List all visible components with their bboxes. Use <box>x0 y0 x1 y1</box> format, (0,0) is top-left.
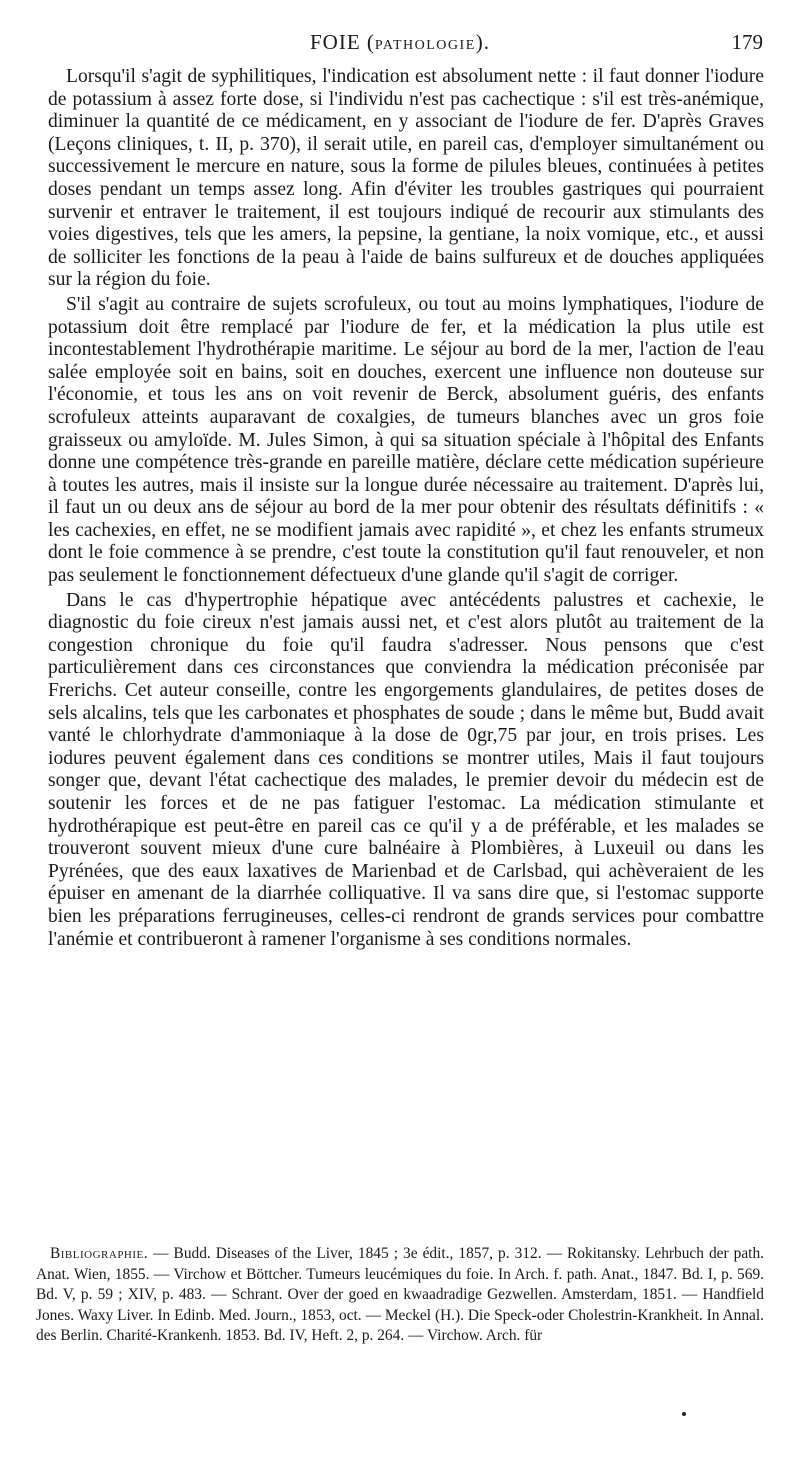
bibliography <box>36 1244 764 1347</box>
bibliography-entry <box>36 1244 764 1347</box>
running-title-main: FOIE ( <box>310 30 375 54</box>
body-text <box>48 66 764 951</box>
bibliography-text: — Budd. Diseases of the Liver, 1845 ; 3e édit., 1857, p. 312. — Rokitansky. Lehrbuch der path. Anat. Wien, 1855. — Virchow et Böttcher. Tumeurs leucémiques du foie. In Arch. f. path. Anat., 1847. Bd. I, p. 569. Bd. V, p. 59 ; XIV, p. 483. — Schrant. Over der goed en kwaadradige Gezwellen. Amsterdam, 1851. — Handfield Jones. Waxy Liver. In Edinb. Med. Journ., 1853, oct. — Meckel (H.). Die Speck-oder Cholestrin-Krankheit. In Annal. des Berlin. Charité-Krankenh. 1853. Bd. IV, Heft. 2, p. 264. — Virchow. Arch. für <box>36 1245 764 1345</box>
paragraph-scrofula: S'il s'agit au contraire de sujets scrofuleux, ou tout au moins lymphatiques, l'iodure de potassium doit être remplacé par l'iodure de fer, et la médication la plus utile est incontestablement l'hydrothérapie maritime. Le séjour au bord de la mer, l'action de l'eau salée employée soit en bains, soit en douches, exercent une influence non douteuse sur l'économie, et tous les ans on voit revenir de Berck, absolument guéris, des enfants scrofuleux atteints auparavant de coxalgies, de tumeurs blanches avec un gros foie graisseux ou amyloïde. M. Jules Simon, à qui sa situation spéciale à l'hôpital des Enfants donne une compétence très-grande en pareille matière, déclare cette médication supérieure à toutes les autres, mais il insiste sur la longue durée nécessaire au traitement. D'après lui, il faut un ou deux ans de séjour au bord de la mer pour obtenir des résultats définitifs : « les cachexies, en effet, ne se modifient jamais avec rapidité », et chez les enfants strumeux dont le foie commence à se prendre, c'est toute la constitution qu'il faut renouveler, et non pas seulement le fonctionnement défectueux d'une glande qu'il s'agit de corriger. <box>48 293 764 587</box>
running-title <box>0 30 800 55</box>
page-number: 179 <box>731 30 763 54</box>
print-speck <box>682 1412 686 1416</box>
paragraph-syphilis: Lorsqu'il s'agit de syphilitiques, l'indication est absolument nette : il faut donner l'iodure de potassium à assez forte dose, si l'individu n'est pas cachectique : s'il est très-anémique, diminuer la quantité de ce médicament, en y associant de l'iodure de fer. D'après Graves (Leçons cliniques, t. II, p. 370), il serait utile, en pareil cas, d'employer simultanément ou successivement le mercure en nature, sous la forme de pilules bleues, continuées à petites doses pendant un temps assez long. Afin d'éviter les troubles gastriques qui pourraient survenir et entraver le traitement, il est toujours indiqué de recourir aux stimulants des voies digestives, tels que les amers, la pepsine, la gentiane, la noix vomique, etc., et aussi de solliciter les fonctions de la peau à l'aide de bains sulfureux et de douches appliquées sur la région du foie. <box>48 66 764 291</box>
bibliography-label: Bibliographie. <box>50 1245 149 1262</box>
paragraph-hypertrophy: Dans le cas d'hypertrophie hépatique avec antécédents palustres et cachexie, le diagnostic du foie cireux n'est jamais aussi net, et c'est alors plutôt au traitement de la congestion chronique du foie qu'il faudra s'adresser. Nous pensons que c'est particulièrement dans ces circonstances que conviendra la médication préconisée par Frerichs. Cet auteur conseille, contre les engorgements glandulaires, de petites doses de sels alcalins, tels que les carbonates et phosphates de soude ; dans le même but, Budd avait vanté le chlorhydrate d'ammoniaque à la dose de 0gr,75 par jour, en trois prises. Les iodures peuvent également dans ces conditions se montrer utiles, Mais il faut toujours songer que, devant l'état cachectique des malades, le premier devoir du médecin est de soutenir les forces et de ne pas fatiguer l'estomac. La médication stimulante et hydrothérapique est peut-être en pareil cas ce qu'il y a de préférable, et les malades se trouveront souvent mieux d'une cure balnéaire à Plombières, à Luxeuil ou dans les Pyrénées, que des eaux laxatives de Marienbad et de Carlsbad, qui achèveraient de les épuiser en amenant de la diarrhée colliquative. Il va sans dire que, si l'estomac supporte bien les préparations ferrugineuses, celles-ci rendront de grands services pour combattre l'anémie et contribueront à ramener l'organisme à ses conditions normales. <box>48 589 764 950</box>
running-header <box>0 30 800 60</box>
running-title-subject: PATHOLOGIE <box>374 38 476 53</box>
running-title-end: ). <box>475 30 490 54</box>
